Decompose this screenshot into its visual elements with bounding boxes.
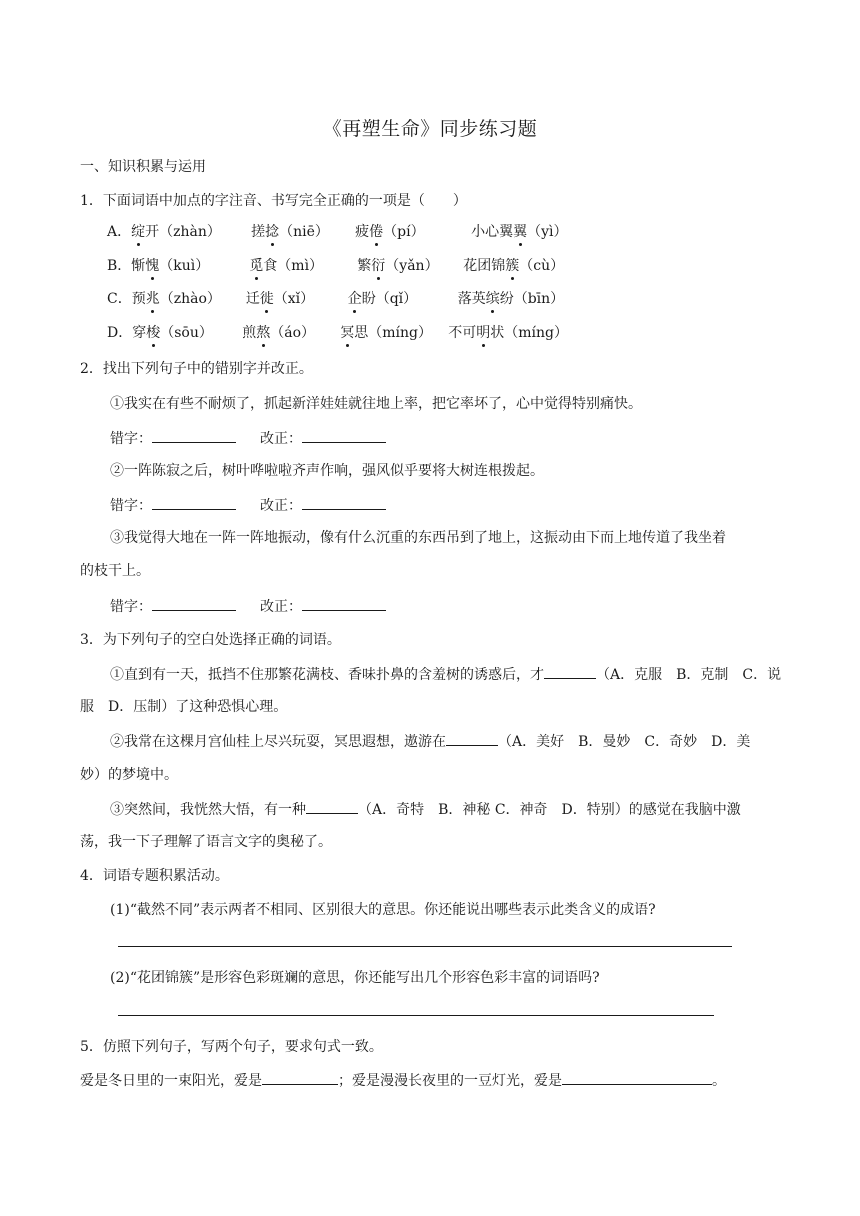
question-4-part-2: (2)“花团锦簇”是形容色彩斑斓的意思，你还能写出几个形容色彩丰富的词语吗?	[110, 970, 600, 986]
question-2-answer-row-3: 错字： 改正：	[110, 596, 386, 617]
question-2-answer-row-1: 错字： 改正：	[110, 428, 386, 449]
answer-line[interactable]	[118, 1015, 714, 1016]
question-2-sentence-3-cont: 的枝干上。	[80, 563, 150, 579]
wrong-char-blank[interactable]	[152, 495, 236, 510]
answer-line[interactable]	[118, 946, 732, 947]
question-2-answer-row-2: 错字： 改正：	[110, 495, 386, 516]
correction-blank[interactable]	[302, 495, 386, 510]
question-3-sentence-3: ③突然间，我恍然大悟，有一种 （A．奇特 B．神秘 C．神奇 D．特别）的感觉在我脑中激	[110, 799, 741, 820]
question-1-option-c: C．预兆（zhào） 迁徙（xǐ） 企盼（qǐ） 落英缤纷（bīn）	[107, 291, 565, 307]
question-2-sentence-1: ①我实在有些不耐烦了，抓起新洋娃娃就往地上率，把它率坏了，心中觉得特别痛快。	[110, 396, 642, 412]
correction-blank[interactable]	[302, 428, 386, 443]
fill-blank[interactable]	[446, 731, 498, 746]
question-2-sentence-3: ③我觉得大地在一阵一阵地振动，像有什么沉重的东西吊到了地上，这振动由下而上地传道了我坐着	[110, 530, 726, 546]
question-3-stem: 3．为下列句子的空白处选择正确的词语。	[80, 632, 341, 648]
fill-blank[interactable]	[562, 1070, 712, 1085]
section-heading: 一、知识积累与运用	[80, 159, 206, 175]
question-1-option-b: B．惭愧（kuì） 觅食（mì） 繁衍（yǎn） 花团锦簇（cù）	[107, 258, 565, 274]
wrong-char-blank[interactable]	[152, 596, 236, 611]
question-4-part-1: (1)“截然不同”表示两者不相同、区别很大的意思。你还能说出哪些表示此类含义的成语?	[110, 902, 656, 918]
fill-blank[interactable]	[262, 1070, 338, 1085]
wrong-char-blank[interactable]	[152, 428, 236, 443]
fill-blank[interactable]	[544, 664, 596, 679]
question-5-sentence: 爱是冬日里的一束阳光，爱是 ；爱是漫漫长夜里的一豆灯光，爱是 。	[80, 1070, 726, 1091]
fill-blank[interactable]	[306, 799, 358, 814]
question-3-sentence-2-cont: 妙）的梦境中。	[80, 767, 178, 783]
question-3-sentence-3-cont: 荡，我一下子理解了语言文字的奥秘了。	[80, 834, 332, 850]
question-4-stem: 4．词语专题积累活动。	[80, 868, 229, 884]
question-3-sentence-2: ②我常在这棵月宫仙桂上尽兴玩耍，冥思遐想，遨游在 （A．美好 B．曼妙 C．奇妙 D．美	[110, 731, 750, 752]
question-2-sentence-2: ②一阵陈寂之后，树叶哗啦啦齐声作响，强风似乎要将大树连根拨起。	[110, 463, 544, 479]
question-3-sentence-1-cont: 服 D．压制）了这种恐惧心理。	[80, 699, 288, 715]
question-1-option-d: D．穿梭（sōu） 煎熬（áo） 冥思（míng） 不可明状（míng）	[107, 325, 568, 341]
correction-blank[interactable]	[302, 596, 386, 611]
question-1-stem: 1．下面词语中加点的字注音、书写完全正确的一项是（ ）	[80, 193, 467, 209]
question-2-stem: 2．找出下列句子中的错别字并改正。	[80, 361, 313, 377]
question-1-option-a: A．绽开（zhàn） 搓捻（niē） 疲倦（pí） 小心翼翼（yì）	[107, 224, 568, 240]
question-5-stem: 5．仿照下列句子，写两个句子，要求句式一致。	[80, 1039, 383, 1055]
question-3-sentence-1: ①直到有一天，抵挡不住那繁花满枝、香味扑鼻的含羞树的诱惑后，才 （A．克服 B．克制 C．说	[110, 664, 781, 685]
page-title: 《再塑生命》同步练习题	[322, 118, 538, 140]
